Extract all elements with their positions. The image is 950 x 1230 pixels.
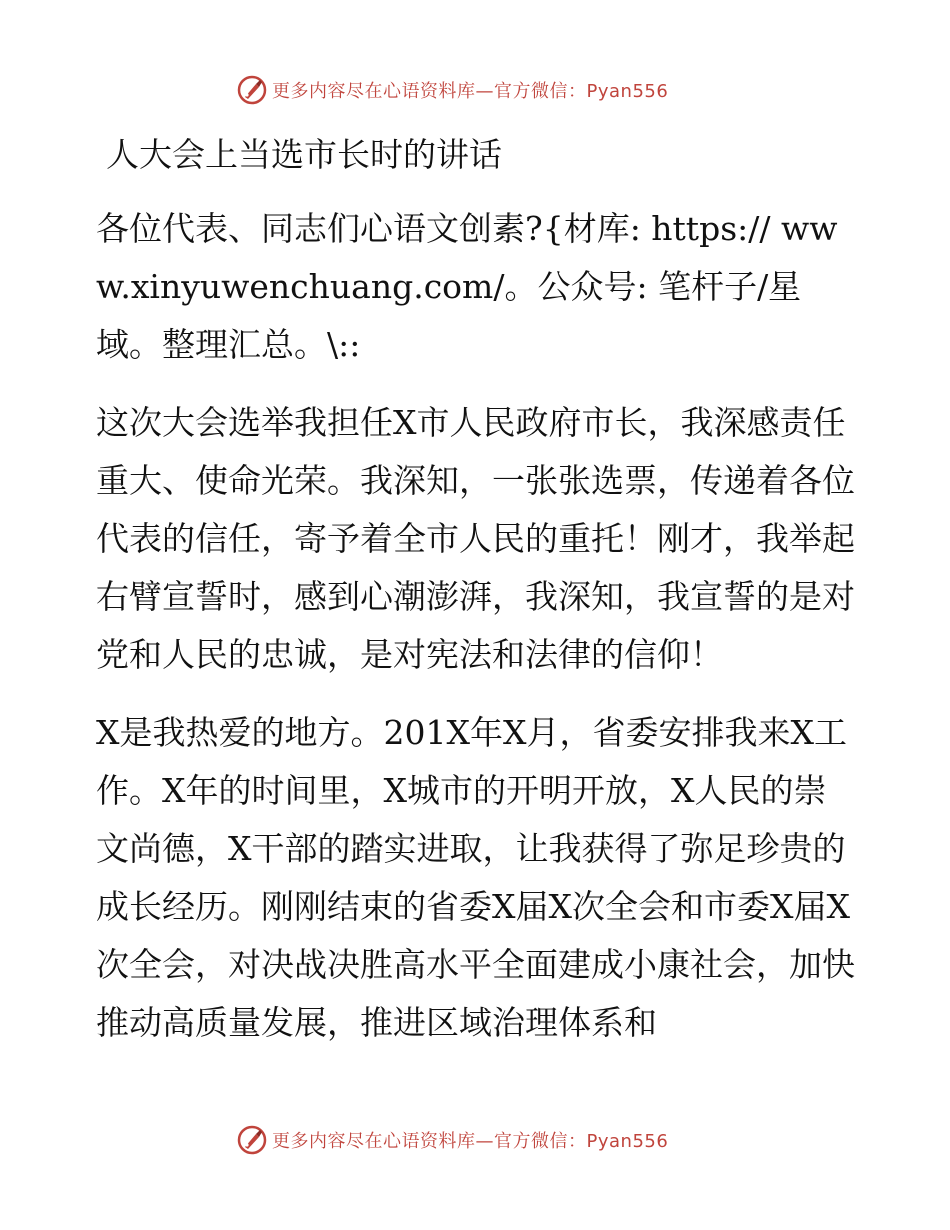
watermark-text: 更多内容尽在心语资料库—官方微信：Pyan556 — [272, 81, 669, 102]
pen-circle-logo-icon — [236, 1124, 268, 1156]
watermark-text: 更多内容尽在心语资料库—官方微信：Pyan556 — [272, 1131, 669, 1152]
header-watermark-banner — [236, 72, 668, 108]
document-body — [96, 120, 856, 1072]
paragraph-greeting: 各位代表、同志们心语文创素?{材库: https:// www.xinyuwenchuang.com/。公众号: 笔杆子/星域。整理汇总。\:: — [96, 209, 838, 364]
paragraph-election: 这次大会选举我担任X市人民政府市长，我深感责任重大、使命光荣。我深知，一张张选票，传递着各位代表的信任，寄予着全市人民的重托！刚才，我举起右臂宣誓时，感到心潮澎湃，我深知，我宣誓的是对党和人民的忠诚，是对宪法和法律的信仰！ — [96, 403, 855, 674]
paragraph-city: X是我热爱的地方。201X年X月，省委安排我来X工作。X年的时间里，X城市的开明开放，X人民的崇文尚德，X干部的踏实进取，让我获得了弥足珍贵的成长经历。刚刚结束的省委X届X次全会和市委X届X次全会，对决战决胜高水平全面建成小康社会，加快推动高质量发展，推进区域治理体系和 — [96, 713, 855, 1042]
pen-circle-logo-icon — [236, 74, 268, 106]
document-title: 人大会上当选市长时的讲话 — [106, 135, 502, 174]
footer-watermark-banner — [236, 1122, 668, 1158]
